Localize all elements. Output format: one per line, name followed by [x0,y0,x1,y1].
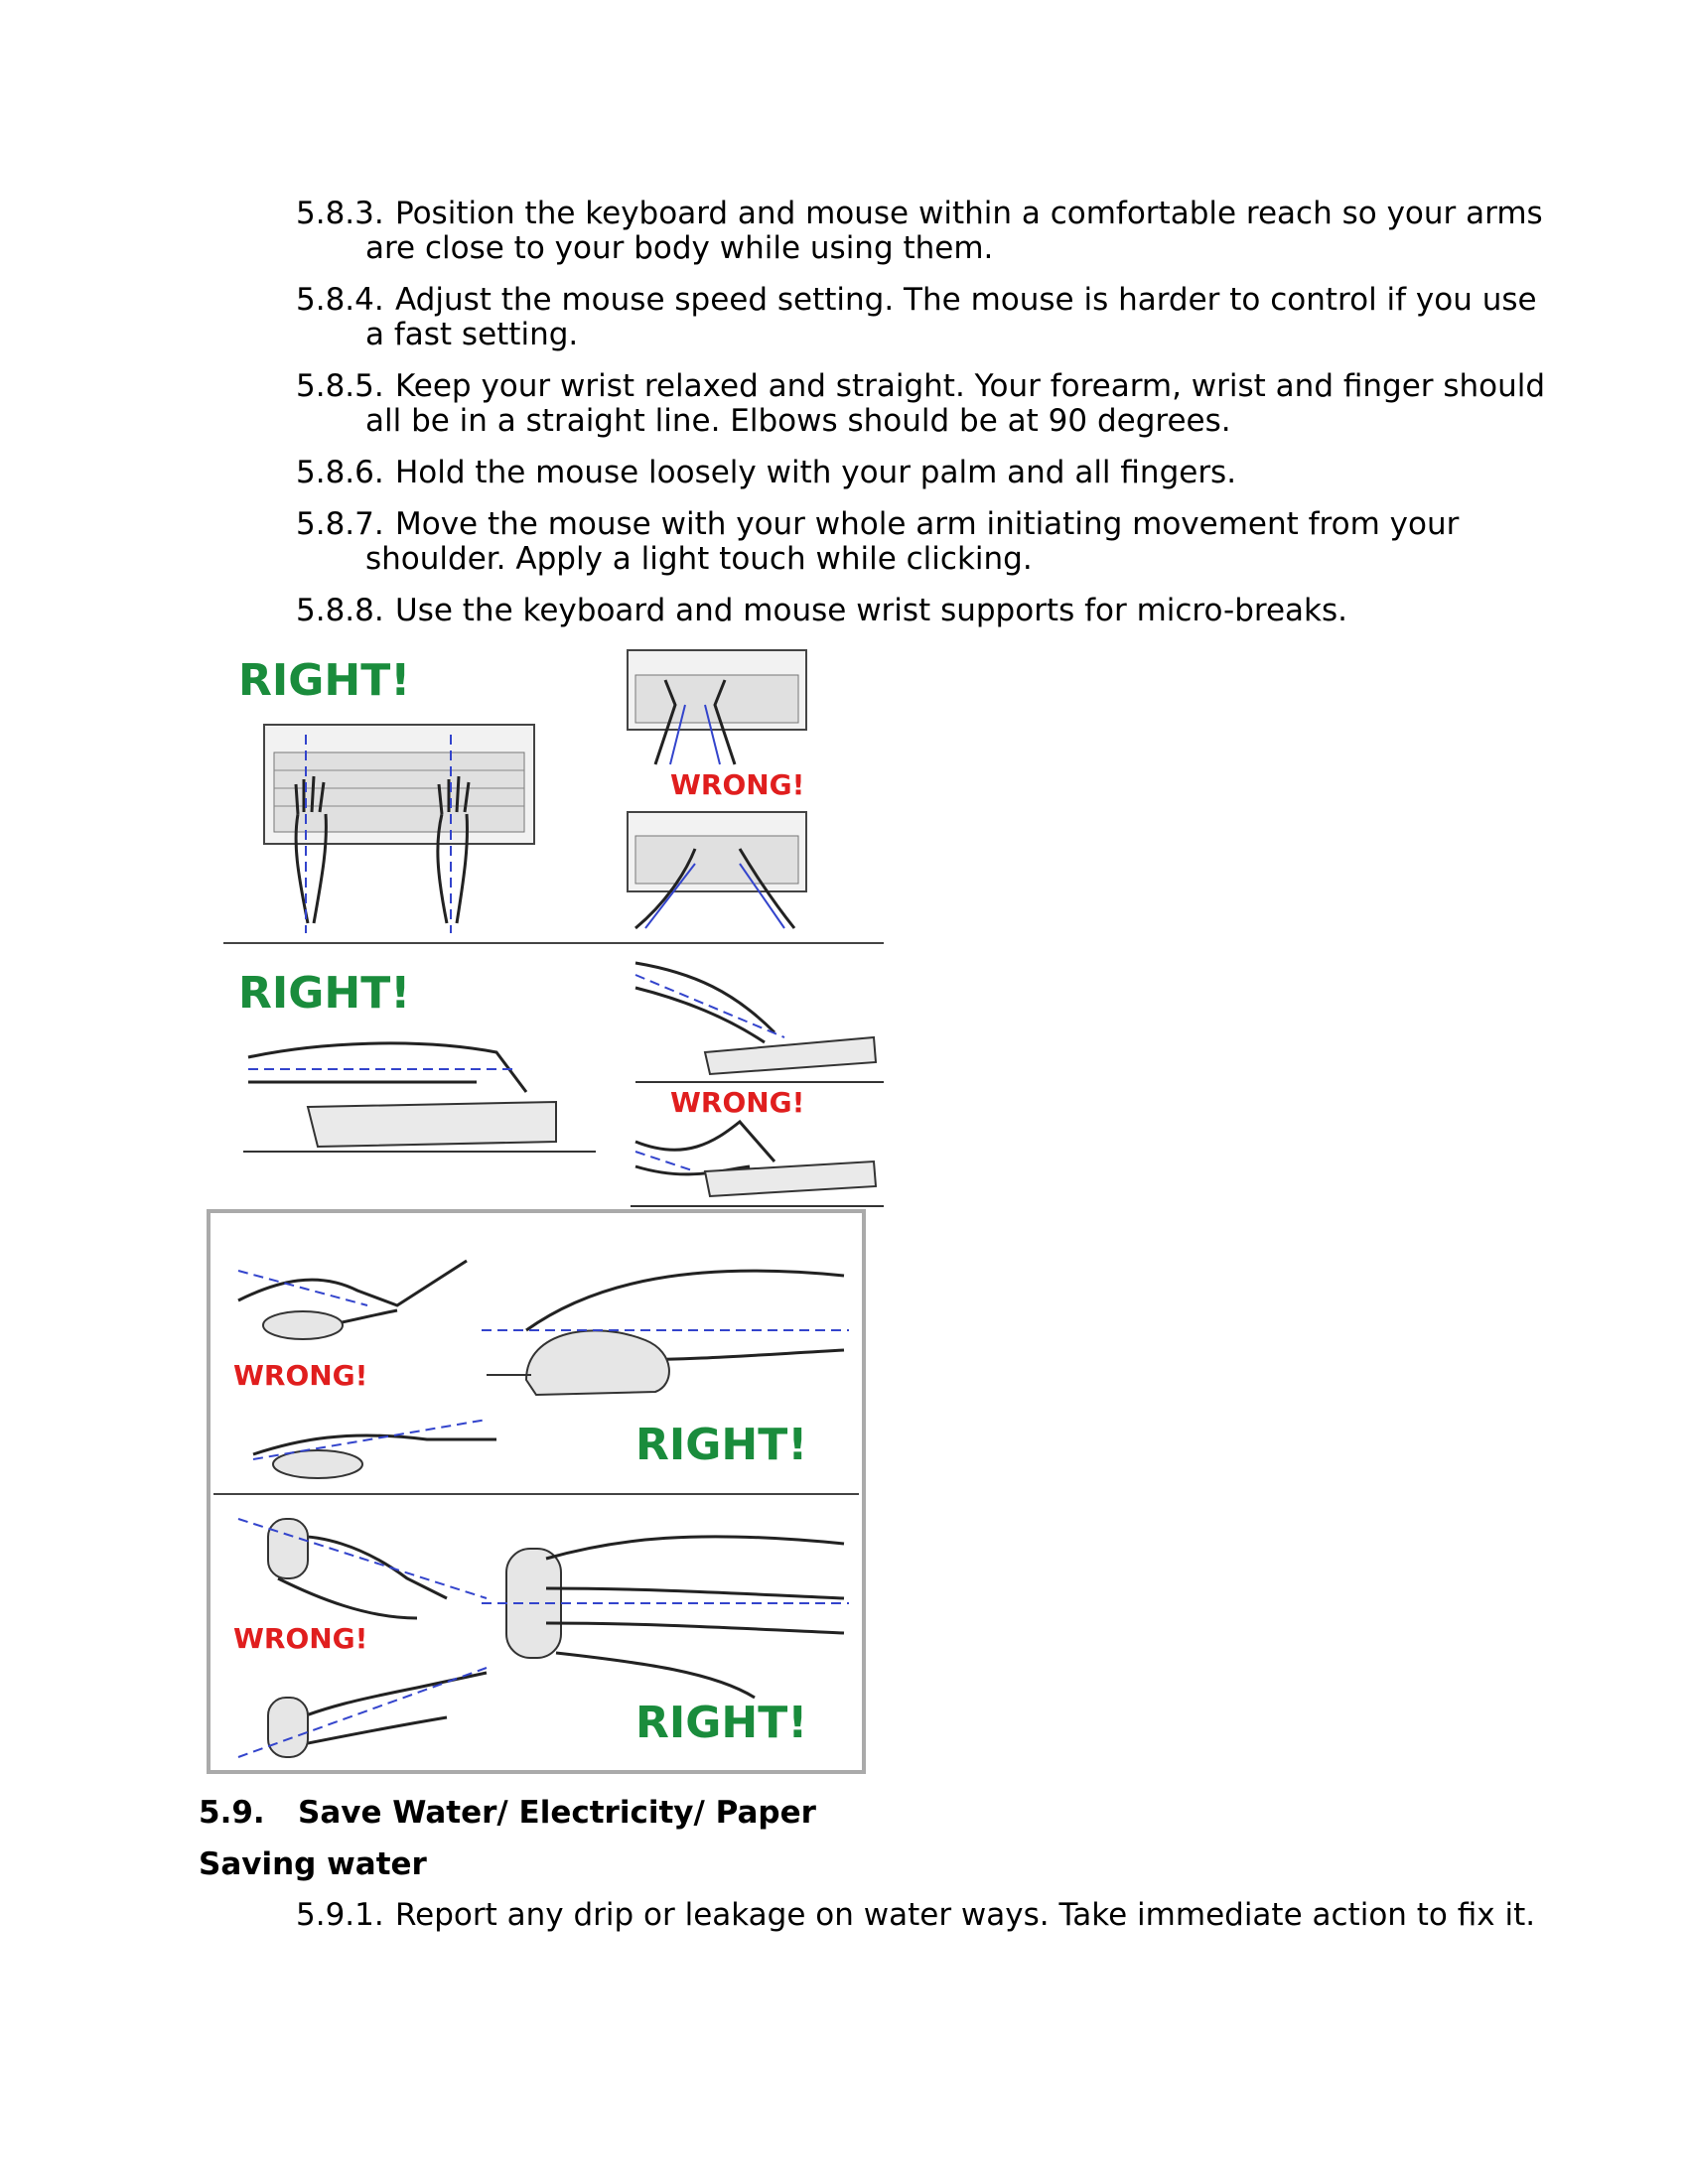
list-item-5-8-7 [296,507,1557,577]
item-number: 5.9.1. [296,1897,384,1933]
wrong-label: WRONG! [233,1622,368,1655]
item-number: 5.8.3. [296,196,384,231]
item-text: Move the mouse with your whole arm initiating movement from your shoulder. Apply a light touch while clicking. [365,506,1460,577]
list-item-5-8-3 [296,197,1557,266]
item-text: Hold the mouse loosely with your palm and all fingers. [395,455,1237,490]
keyboard-top-wrong-illustration-1 [628,650,806,764]
wrong-label: WRONG! [670,768,805,801]
item-text: Position the keyboard and mouse within a comfortable reach so your arms are close to your body while using them. [365,196,1543,266]
section-number: 5.9. [199,1795,265,1831]
item-number: 5.8.7. [296,506,384,542]
right-label: RIGHT! [238,655,411,706]
item-text: Use the keyboard and mouse wrist supports for micro-breaks. [395,593,1347,628]
item-text: Keep your wrist relaxed and straight. Your forearm, wrist and finger should all be in a straight line. Elbows should be at 90 degrees. [365,368,1546,439]
item-text: Report any drip or leakage on water ways. Take immediate action to fix it. [395,1897,1536,1933]
item-number: 5.8.5. [296,368,384,404]
right-label: RIGHT! [238,968,411,1019]
mouse-side-right-illustration [482,1271,849,1395]
section-title: Save Water/ Electricity/ Paper [298,1795,816,1831]
keyboard-top-right-illustration [264,725,534,933]
keyboard-top-wrong-illustration-2 [628,812,806,928]
item-number: 5.8.8. [296,593,384,628]
list-item-5-8-4 [296,283,1557,352]
list-item-5-8-8 [296,594,1557,628]
right-label: RIGHT! [635,1420,808,1470]
list-item-5-9-1 [296,1898,1557,1933]
item-text: Adjust the mouse speed setting. The mouse is harder to control if you use a fast setting. [365,282,1537,352]
ergonomics-figure [199,645,894,1787]
wrong-label: WRONG! [233,1359,368,1392]
keyboard-side-right-illustration [243,1043,596,1152]
wrong-label: WRONG! [670,1086,805,1119]
item-number: 5.8.4. [296,282,384,318]
subheading-saving-water: Saving water [199,1846,427,1882]
right-label: RIGHT! [635,1698,808,1748]
item-number: 5.8.6. [296,455,384,490]
list-item-5-8-5 [296,369,1557,439]
list-item-5-8-6 [296,456,1557,490]
mouse-top-right-illustration [482,1537,849,1698]
section-heading [199,1795,816,1831]
keyboard-side-wrong-illustration-2 [631,1122,884,1206]
keyboard-side-wrong-illustration-1 [635,963,884,1082]
